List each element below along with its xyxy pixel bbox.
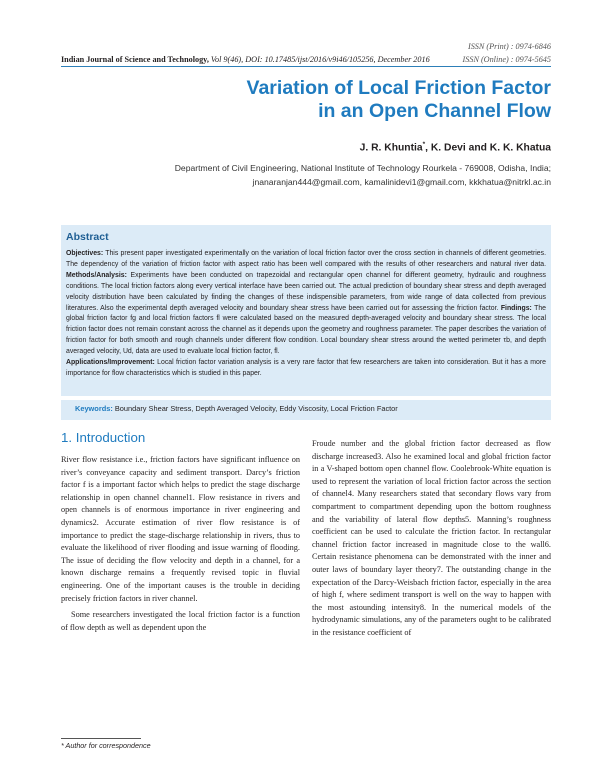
keywords-text: Boundary Shear Stress, Depth Averaged Velocity, Eddy Viscosity, Local Friction Factor — [114, 404, 398, 413]
intro-paragraph-1: River flow resistance i.e., friction factors have significant influence on river’s conveyance capacity and sediment transport. Darcy’s friction factor f is a important factor which helps to predict the stage discharge relationship in open channel channel1. Flow resistance in rivers and open channels is of enormous importance in river engineering and dynamics2. Accurate estimation of river flow resistance is of importance to predict the stage-discharge relationship in rivers, thus to evaluate the likelihood of river flooding and issue warning of flooding. The issue of deciding the flow velocity and depth in a channel, for a known discharge remains a frequently revised topic in fluvial engineering. One of the important causes is the trouble in deciding precisely friction factors in river channel. — [61, 455, 300, 603]
applications-label: Applications/Improvement: — [66, 359, 155, 367]
abstract-box — [61, 225, 551, 396]
methods-label: Methods/Analysis: — [66, 271, 127, 279]
paper-title — [131, 77, 551, 123]
title-line-2: in an Open Channel Flow — [318, 100, 551, 122]
author-list — [360, 141, 551, 153]
journal-meta: Vol 9(46), DOI: 10.17485/ijst/2016/v9i46/105256, December 2016 — [210, 55, 430, 64]
issn-online: ISSN (Online) : 0974-5645 — [462, 55, 551, 64]
intro-paragraph-2: Some researchers investigated the local friction factor is a function of flow depth as well as dependent upon the — [61, 610, 300, 632]
footnote-rule — [61, 738, 141, 739]
affiliation-line-1: Department of Civil Engineering, National Institute of Technology Rourkela - 769008, Odisha, India; — [174, 163, 551, 173]
author-rest: , K. Devi and K. K. Khatua — [425, 142, 551, 154]
objectives-label: Objectives: — [66, 250, 104, 257]
abstract-heading: Abstract — [66, 231, 109, 243]
keywords-label: Keywords: — [75, 404, 113, 413]
corresponding-mark: * — [422, 141, 426, 148]
introduction-heading: 1. Introduction — [61, 430, 146, 445]
findings-text: The global friction factor fg and local friction factors fl were calculated based on the measured depth-averaged velocity and boundary shear stress. The local friction factor does not remain constant across the channel as it depends upon the geometry and roughness parameter. The paper describes the variation of friction factor for both smooth and rough channels under different flow condition. Local boundary shear stress around the wetted perimeter τb, and depth averaged velocity, Ud, data are used to evaluate local friction factor, fl. — [66, 304, 546, 356]
affiliation — [101, 162, 551, 189]
intro-paragraph-3: Froude number and the global friction factor decreased as flow discharge increased3. Also he examined local and global friction factor in a V-shaped bottom open channel flow. Coolebrook-White equation is used to represent the variation of local friction factor across the section of channel4. Many researchers stated that secondary flows vary from compartment to compartment depending upon the bottom roughness and the variability of lateral flow depths5. Manning’s roughness coefficient can be used to calculate the friction factor. In rectangular channel friction factor increased in magnitude close to the wall6. Certain resistance phenomena can be demonstrated with the inner and outer laws of boundary layer theory7. The outstanding change in the expectation of the Darcy-Weisbach friction factor, especially in the area of high f, where sediment transport is well on the way to happen with the most astounding intensity8. In the numerical models of the hydrodynamic simulations, any of the parameters ought to be calibrated in the resistance coefficient of — [312, 439, 551, 637]
column-right — [312, 438, 551, 640]
keywords-bar — [61, 400, 551, 420]
objectives-text: This present paper investigated experimentally on the variation of local friction factor over the cross section in channels of different geometries. The dependency of the variation of friction factor with aspect ratio has been well compared with the results of other researchers and natural river data. — [66, 250, 546, 268]
abstract-text — [66, 249, 546, 380]
footnote: * Author for correspondence — [61, 741, 151, 750]
findings-label: Findings: — [500, 304, 532, 312]
journal-name: Indian Journal of Science and Technology, — [61, 55, 209, 64]
issn-print: ISSN (Print) : 0974-6846 — [467, 42, 551, 51]
affiliation-emails: jnanaranjan444@gmail.com, kamalinidevi1@gmail.com, kkkhatua@nitrkl.ac.in — [252, 176, 551, 187]
header-rule — [61, 66, 551, 67]
author-1: J. R. Khuntia — [359, 142, 423, 154]
column-left — [61, 430, 300, 634]
applications-text: Local friction factor variation analysis is a very rare factor that few researchers are taken into consideration. But it has a more importance for flow characteristics which is studied in this paper. — [66, 359, 546, 377]
title-line-1: Variation of Local Friction Factor — [246, 77, 551, 99]
journal-citation — [61, 55, 430, 64]
methods-text: Experiments have been conducted on trapezoidal and rectangular open channel for different geometry, hydraulic and roughness conditions. The local friction factors along every vertical interface have been carried out. The actual prediction of boundary shear stress and depth averaged velocity distribution have been calculated by finding the changes of these indispensible parameters, from wide range of data collected from previous literatures. Also the experimental depth averaged velocity and boundary shear stress have been carried out for assessing the friction factor. — [66, 271, 546, 312]
